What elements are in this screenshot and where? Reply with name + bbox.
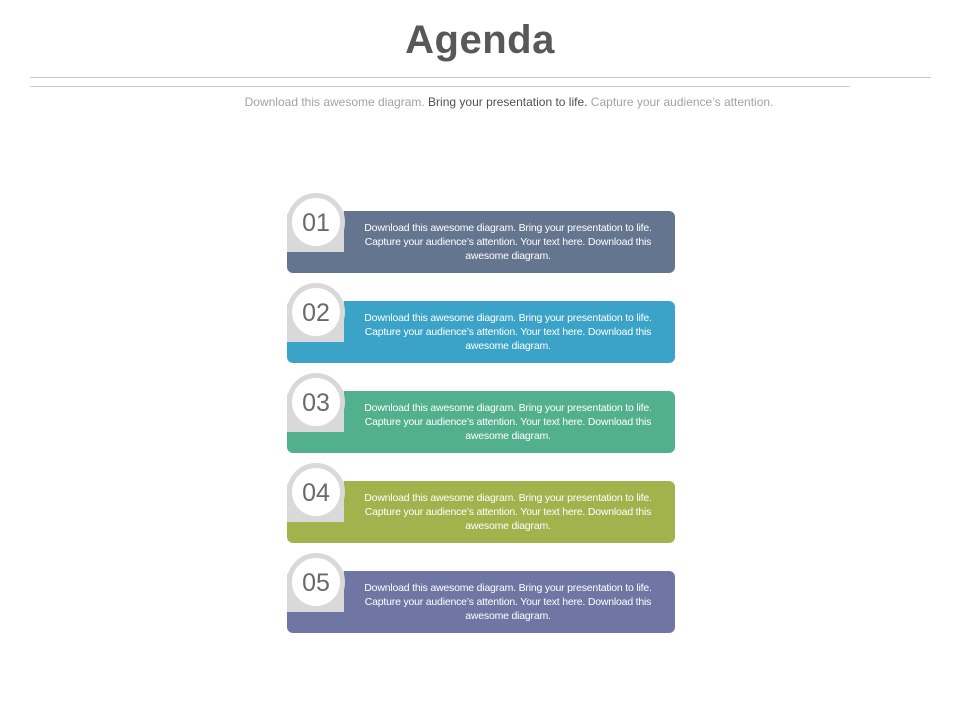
agenda-number: 03 [302, 389, 330, 417]
agenda-item-4 [286, 462, 678, 543]
subtitle-part-2: Bring your presentation to life. [428, 95, 588, 109]
agenda-description: Download this awesome diagram. Bring your presentation to life. Capture your audience’s attention. Your text here. Download this awesome diagram. [364, 492, 652, 532]
agenda-number: 01 [302, 209, 330, 237]
subtitle-part-1: Download this awesome diagram. [244, 95, 429, 109]
agenda-item-1 [286, 192, 678, 273]
subtitle [0, 95, 960, 109]
agenda-description: Download this awesome diagram. Bring your presentation to life. Capture your audience’s attention. Your text here. Download this awesome diagram. [364, 222, 652, 262]
agenda-item-5 [286, 552, 678, 633]
agenda-number: 04 [302, 479, 330, 507]
page-title: Agenda [405, 18, 555, 62]
subtitle-part-3: Capture your audience’s attention. [587, 95, 774, 109]
agenda-number: 02 [302, 299, 330, 327]
title-divider-top [30, 77, 931, 78]
agenda-item-2 [286, 282, 678, 363]
agenda-list [286, 192, 678, 642]
title-divider-bottom [30, 86, 850, 87]
agenda-number: 05 [302, 569, 330, 597]
agenda-description: Download this awesome diagram. Bring your presentation to life. Capture your audience’s attention. Your text here. Download this awesome diagram. [364, 582, 652, 622]
agenda-item-3 [286, 372, 678, 453]
agenda-description: Download this awesome diagram. Bring your presentation to life. Capture your audience’s attention. Your text here. Download this awesome diagram. [364, 312, 652, 352]
agenda-description: Download this awesome diagram. Bring your presentation to life. Capture your audience’s attention. Your text here. Download this awesome diagram. [364, 402, 652, 442]
